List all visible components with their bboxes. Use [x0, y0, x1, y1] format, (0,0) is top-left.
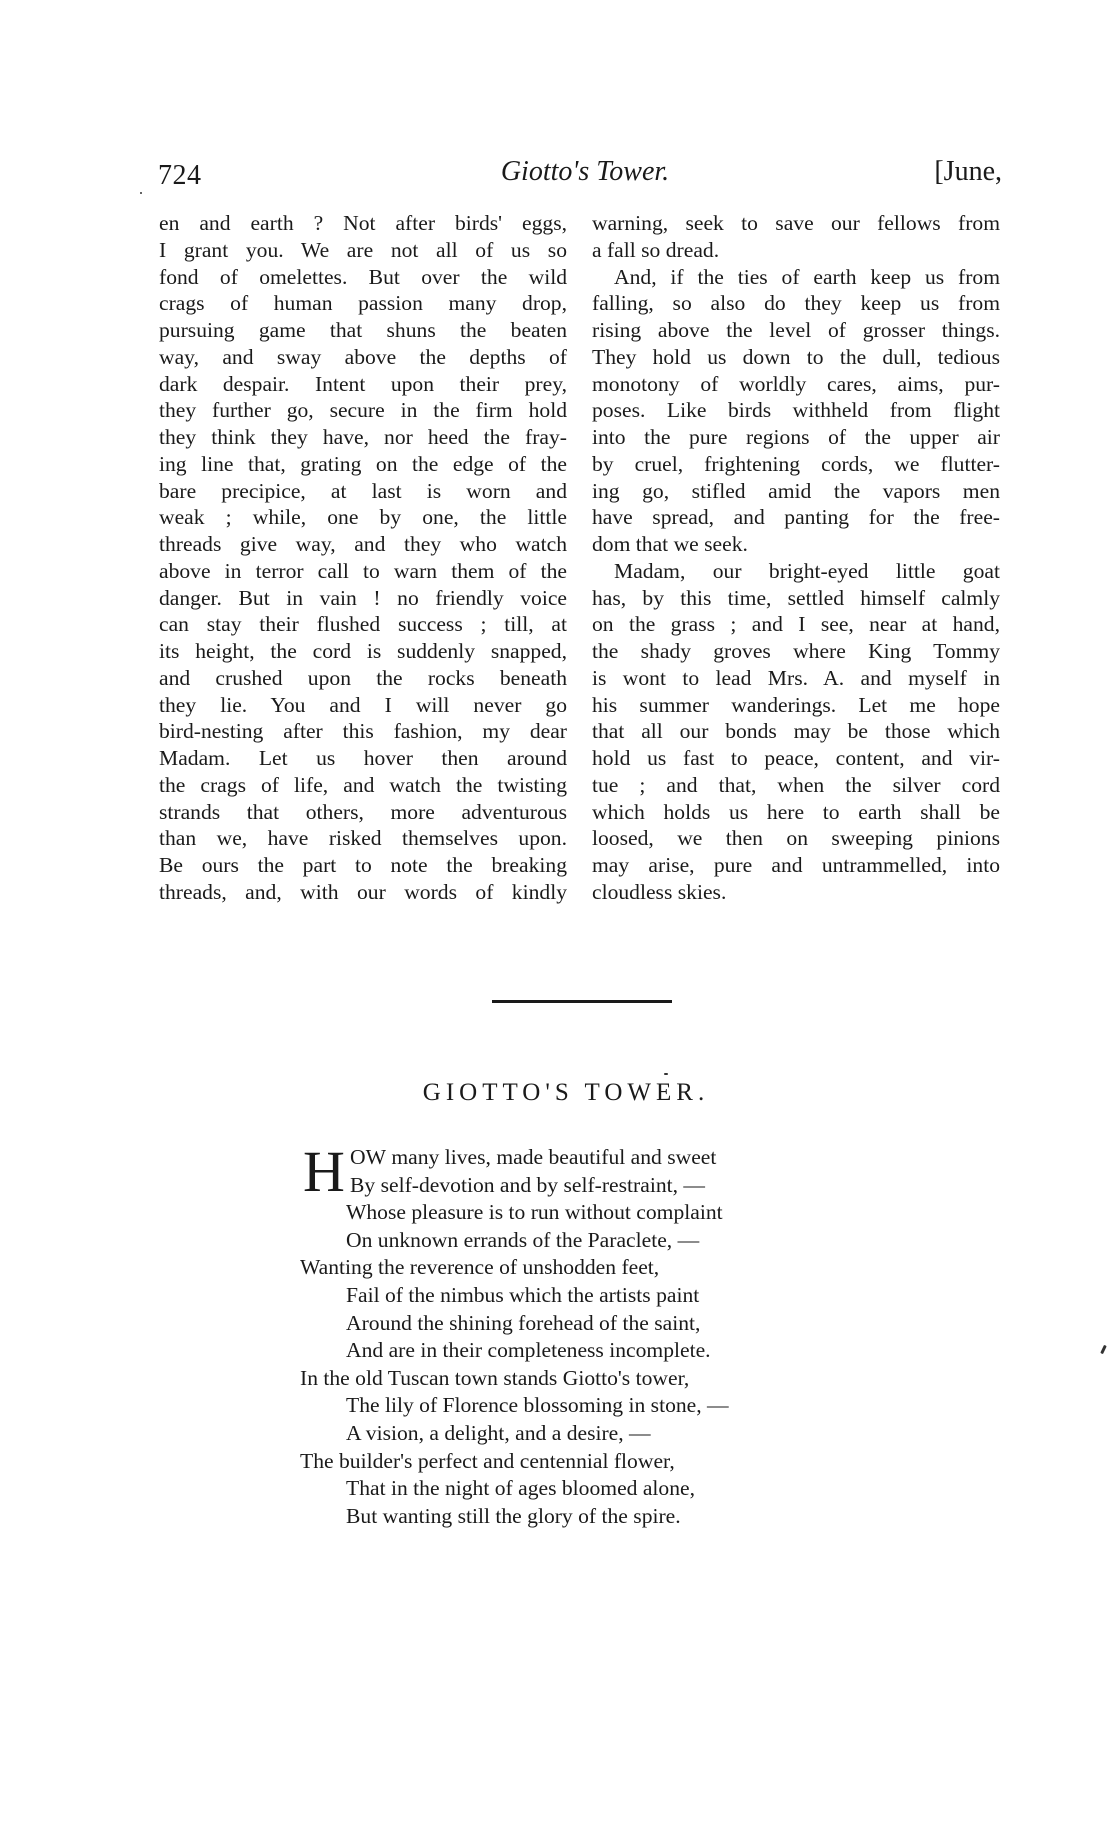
first-line-text: many lives, made beautiful and sweet — [385, 1145, 717, 1169]
text-line: strands that others, more adventurous — [159, 799, 567, 824]
verse-line: Wanting the reverence of unshodden feet, — [300, 1255, 660, 1280]
text-line: tue ; and that, when the silver cord — [592, 772, 1000, 797]
text-line: ing go, stifled amid the vapors men — [592, 478, 1000, 503]
text-line: they further go, secure in the firm hold — [159, 398, 567, 423]
text-line: en and earth ? Not after birds' eggs, — [159, 211, 567, 235]
running-title: Giotto's Tower. — [500, 156, 670, 187]
text-line: is wont to lead Mrs. A. and myself in — [592, 665, 1000, 690]
verse-line: That in the night of ages bloomed alone, — [346, 1476, 696, 1501]
verse-line: A vision, a delight, and a desire, — — [346, 1420, 651, 1445]
verse-line: The builder's perfect and centennial flower, — [300, 1448, 675, 1473]
essay-right-column — [592, 210, 1000, 906]
drop-cap: H — [303, 1139, 345, 1204]
page-number: 724 — [158, 160, 202, 191]
text-line: can stay their flushed success ; till, at — [159, 612, 567, 637]
text-line: falling, so also do they keep us from — [592, 291, 1000, 316]
text-line: Madam. Let us hover then around — [159, 746, 567, 770]
margin-mark — [1100, 1345, 1107, 1354]
text-line: on the grass ; and I see, near at hand, — [592, 612, 1000, 637]
text-line: the crags of life, and watch the twisting — [159, 772, 567, 797]
verse-line: And are in their completeness incomplete. — [346, 1338, 711, 1363]
text-line: above in terror call to warn them of the — [159, 558, 567, 583]
text-line: hold us fast to peace, content, and vir- — [592, 746, 1000, 770]
text-line: its height, the cord is suddenly snapped, — [159, 639, 567, 663]
verse-line: Around the shining forehead of the saint, — [346, 1310, 701, 1335]
text-line: a fall so dread. — [592, 237, 720, 262]
text-line: bare precipice, at last is worn and — [159, 478, 567, 503]
verse-line: Fail of the nimbus which the artists paint — [346, 1282, 700, 1307]
text-line: crags of human passion many drop, — [159, 291, 567, 316]
text-line: Be ours the part to note the breaking — [159, 853, 567, 877]
text-line: poses. Like birds withheld from flight — [592, 398, 1000, 423]
text-line: They hold us down to the dull, tedious — [592, 344, 1000, 369]
text-line: and crushed upon the rocks beneath — [159, 665, 567, 690]
verse-line: The lily of Florence blossoming in stone, — — [346, 1393, 729, 1418]
text-line: that all our bonds may be those which — [592, 719, 1000, 744]
text-line: bird-nesting after this fashion, my dear — [159, 719, 567, 744]
dust-speck — [140, 192, 142, 194]
text-line: which holds us here to earth shall be — [592, 799, 1000, 824]
text-line: fond of omelettes. But over the wild — [159, 264, 567, 289]
text-line: ing line that, grating on the edge of the — [159, 451, 567, 476]
text-line: rising above the level of grosser things. — [592, 318, 1000, 342]
text-line: has, by this time, settled himself calmly — [592, 585, 1000, 610]
issue-date: [June, — [934, 156, 1002, 187]
text-line: they think they have, nor heed the fray- — [159, 425, 567, 449]
verse-line: But wanting still the glory of the spire. — [346, 1503, 681, 1528]
text-line: the shady groves where King Tommy — [592, 639, 1000, 663]
text-line: his summer wanderings. Let me hope — [592, 692, 1000, 717]
paragraph-start-line: And, if the ties of earth keep us from — [614, 264, 1000, 289]
text-line: way, and sway above the depths of — [159, 344, 567, 369]
text-line: they lie. You and I will never go — [159, 692, 567, 717]
verse-line: Whose pleasure is to run without complaint — [346, 1200, 723, 1225]
text-line: dom that we seek. — [592, 532, 748, 556]
text-line: by cruel, frightening cords, we flutter- — [592, 451, 1000, 476]
text-line: warning, seek to save our fellows from — [592, 211, 1000, 235]
section-divider-rule — [492, 1000, 672, 1003]
text-line: have spread, and panting for the free- — [592, 505, 1000, 530]
text-line: dark despair. Intent upon their prey, — [159, 371, 567, 396]
text-line: danger. But in vain ! no friendly voice — [159, 585, 567, 610]
text-line: I grant you. We are not all of us so — [159, 237, 567, 262]
verse-line: On unknown errands of the Paraclete, — — [346, 1227, 700, 1252]
verse-line: By self-devotion and by self-restraint, — — [350, 1172, 706, 1197]
text-line: threads, and, with our words of kindly — [159, 879, 567, 904]
verse-line — [300, 1144, 860, 1172]
first-word-smallcaps: OW — [350, 1145, 386, 1169]
dust-speck — [664, 1073, 668, 1075]
text-line: threads give way, and they who watch — [159, 532, 567, 556]
verse-line: In the old Tuscan town stands Giotto's tower, — [300, 1365, 690, 1390]
poem-title: GIOTTO'S TOWER. — [422, 1079, 710, 1106]
text-line: cloudless skies. — [592, 879, 727, 904]
text-line: weak ; while, one by one, the little — [159, 505, 567, 530]
running-head — [158, 156, 1002, 196]
text-line: may arise, pure and untrammelled, into — [592, 853, 1000, 877]
text-line: monotony of worldly cares, aims, pur- — [592, 371, 1000, 396]
text-line: loosed, we then on sweeping pinions — [592, 826, 1000, 851]
poem-body — [300, 1139, 860, 1530]
essay-left-column — [159, 210, 567, 906]
text-line: pursuing game that shuns the beaten — [159, 318, 567, 342]
text-line: into the pure regions of the upper air — [592, 425, 1000, 449]
text-line: than we, have risked themselves upon. — [159, 826, 567, 851]
paragraph-start-line: Madam, our bright-eyed little goat — [614, 558, 1000, 583]
